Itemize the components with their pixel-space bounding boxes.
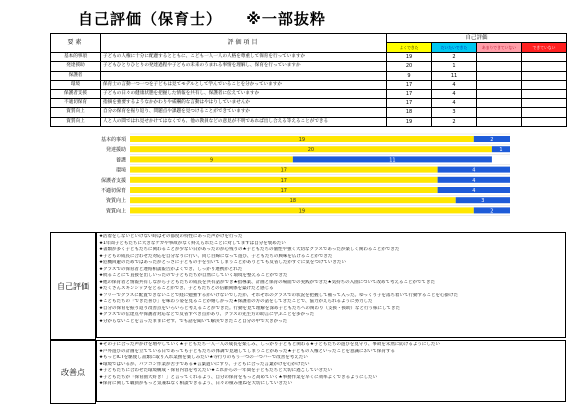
row-value-1: 17 [387,80,432,89]
row-category: 発達援助 [51,62,101,71]
self-eval-text [96,232,566,338]
row-value-2: 4 [432,90,477,99]
row-category: 保護者支援 [51,90,101,99]
text-line: ★子どもたちに合わせた環境構成・保育内容を考えたい★これからの一年間を子どもたちと大切に過ごしていきたい [99,368,333,373]
row-value-1: 17 [387,90,432,99]
row-category: 資質向上 [51,108,101,117]
text-line: ★書類が多く子どもたちに関わることが少ない日があったのが心残りの★子どもたちの個性や強く大切なクラスであったが楽しく関わることができた [99,247,400,252]
row-value-3 [477,108,522,117]
text-line: ★続ることにて直接を出しいったので子どもたちが自然にしていく環境を整えることができた [99,273,288,278]
text-line: ★子どもの成長に合わせた対応を自分なりに行い、同じ目線になって遊び、子どもたちの興味を広げることができた [99,253,333,259]
improve-label-text: 改善点 [61,367,85,377]
row-item: 指摘を強要するようなかかわりや威嚇的な言動はやはりしていませんか [101,99,387,108]
self-eval-label [50,232,96,340]
row-item: 保育士の言動一つ一つを子どもは見てモデルとして学んでいることを分かっていますか [101,80,387,89]
category-label: 不適切保育 [100,188,126,194]
row-value-1: 18 [387,108,432,117]
row-value-1: 19 [387,53,432,62]
level-1: よくできた [387,43,432,53]
data-label: 19 [298,208,306,215]
data-label: 4 [472,167,476,174]
row-item: 子どもの日々の健康状態を把握した情報を共有し、保護者に伝えていますか [101,90,387,99]
row-value-2: 1 [432,62,477,71]
row-category: 不適切保育 [51,99,101,108]
row-value-3 [477,80,522,89]
data-label: 20 [307,147,315,154]
row-value-3 [477,90,522,99]
page-title [78,8,326,29]
data-label: 9 [209,157,214,164]
title-excerpt: ※一部抜粋 [246,10,326,28]
text-line: ★他の保育者と情報共有しながら子どもたちの成長を共有話ができ★指導案、計画と保育の場面での実践ができた★気持ちの入園について改めて考えることがでてきた [99,279,436,285]
row-value-2: 2 [432,117,477,126]
category-label: 養護 [115,157,126,164]
self-eval-label-text: 自己評価 [57,281,89,291]
row-item: 自分の保育を振り返り、問題点や課題を見つけることができていますか [101,108,387,117]
text-line: ★子どもたちが「保育園大好き！」と言ってくれるよう、自分の保育をもっと高めていく★事務作業を早くに効率よくできるようにしたい [99,374,378,380]
table-row [51,117,567,126]
category-label: 保護者支援 [100,177,126,184]
table-row [51,53,567,62]
text-line: ★その子に合った声かけを増やしていく★子どもたち一人一人の成長を楽しみ、しっかり子どもと関わる★子どもたちの遊びを見守り、事故を未然に防げるようにしたい [99,342,440,347]
level-2: だいたいできた [432,43,477,53]
row-category: 保護者 [51,71,101,80]
row-item: 子どもひとりひとりの発達過程や子どもの未来のうまれる事情を理解し、保育を行っていますか [101,62,387,71]
data-label: 4 [472,188,476,194]
text-line: ★戸外遊びの計画を立てている日であっても子どもたちの体調で見通してしまうことがあった★子どもの人権といったことを意識において保育する [99,348,395,354]
category-label: 環境 [115,167,126,174]
row-value-3 [477,71,522,80]
text-line: ★たくさんスキンシップをとることができ、子どもたちとの信頼関係を築けたと感じる [99,286,274,291]
data-label: 1 [499,147,503,154]
text-line: ★もっとICTを駆使し書類に取り入れ業務を楽しみたい★寺行りのもう一つの一つバーで改善を考えたい [99,355,308,360]
row-item: 子どもの人権に十分に配慮するとともに、こども一人一人の人格を尊重して保育を行っていますか [101,53,387,62]
text-line: ★こどもたちの「できた喜び」を味わう姿を見ることが嬉しかった★保護者の方の話をしてきたことで、協力がえられるように努力した [99,299,373,304]
table-row [51,99,567,108]
row-value-1: 9 [387,71,432,80]
text-line: ★クラスでの保育者と連絡相談報告がよくでき、しっかり連携がとれた [99,266,243,272]
table-row [51,108,567,117]
header-category: 要素 [51,34,101,53]
text-line: ★分からないことを言ったままにせず、でも話を聞いて解決できたこと自分の中で大きかった [99,318,288,324]
row-value-1: 17 [387,99,432,108]
row-value-3 [477,99,522,108]
row-value-3 [477,62,522,71]
text-line: ★保育に関して職員がもっと気兼ねなく相談できるよう、日々の積み重ねを大切にしていきたい [99,381,293,386]
text-line: ★自分の保育を振り返り改善点をいろいろと考えることができた。行動を見て理解を深め子どもたちへの関わり（支援・援助）など行う様にしてきた [99,305,401,311]
text-line: ★クラスでの伝達点や保護者対応などで反省すべき点があり、クラスの先生方の助言に学ぶことを多かった [99,312,315,317]
row-value-3 [477,117,522,126]
row-item [101,71,387,80]
text-line: ★フリーでクラスに配置できないことで経に勉強するがいけないでしたが、それぞれのクラスでの状況を把握して補って入った。ゆっくり子を落ち着いて行動することを心掛けた [99,292,459,298]
category-label: 資質向上 [105,208,126,215]
row-value-4 [522,53,567,62]
level-4: できていない [522,43,567,53]
data-label: 2 [490,208,494,215]
row-value-4 [522,62,567,71]
table-row [51,62,567,71]
data-label: 11 [389,157,396,164]
chart-svg [50,130,566,220]
data-label: 3 [481,198,485,205]
row-value-2: 4 [432,99,477,108]
data-label: 17 [280,188,287,194]
text-line: ★危機回避のためではあったがとっさに子どもの手を引いてしまうことがありとても反省したがすぐに気をつけていきたい [99,260,346,265]
row-value-2: 4 [432,80,477,89]
improve-label [50,340,96,404]
category-label: 基本的事項 [100,137,126,143]
data-label: 19 [298,137,306,143]
table-row [51,80,567,89]
level-3: あまりできていない [477,43,522,53]
category-label: 発達援助 [105,147,126,154]
text-line: ★環境ではいるが、パソコン作業が苦手である★言葉遣いにすり、子どもに合った言葉がけを心がけたい [99,361,310,367]
text-line: ★活着をしないといけない時はその都度の特性にあった声かけを行った [99,234,243,239]
row-value-1: 19 [387,117,432,126]
row-category: 基本的事項 [51,53,101,62]
row-value-1: 20 [387,62,432,71]
row-value-3 [477,53,522,62]
title-main: 自己評価（保育士） [78,10,223,28]
category-label: 資質向上 [105,198,126,205]
table-row [51,71,567,80]
row-value-4 [522,71,567,80]
row-value-2: 11 [432,71,477,80]
header-eval: 自己評価 [387,34,567,43]
row-value-4 [522,80,567,89]
header-item: 評価項目 [101,34,387,53]
data-label: 17 [280,177,287,184]
table-row [51,90,567,99]
results-chart [50,130,566,220]
text-line: ★1年間子どもたちに大きなケガや事故がなく終えられたことに対してまずは自分を褒めたい [99,240,286,246]
data-label: 18 [289,198,297,205]
row-value-4 [522,90,567,99]
improve-text [96,340,566,402]
data-label: 2 [490,137,494,143]
row-value-2: 3 [432,108,477,117]
row-value-4 [522,99,567,108]
data-label: 4 [472,177,476,184]
row-category: 資質向上 [51,117,101,126]
row-item: 人と人の間ではれ見せかけてはなくでも、他の教員などの意見が不明であれば出し合える等えることができる [101,117,387,126]
row-value-4 [522,117,567,126]
data-label: 17 [280,167,287,174]
row-value-4 [522,108,567,117]
row-category: 環境 [51,80,101,89]
evaluation-table [50,33,567,127]
row-value-2: 2 [432,53,477,62]
